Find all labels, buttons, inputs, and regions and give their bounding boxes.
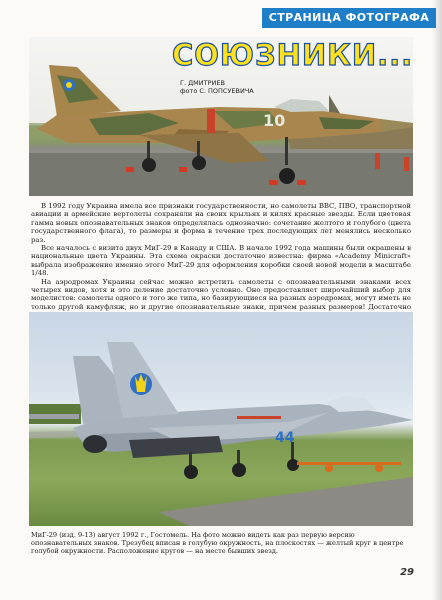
photographer-credit: фото С. ПОПСУЕВИЧА [180,87,254,95]
article-byline [180,79,254,95]
body-paragraph-3: На аэродромах Украины сейчас можно встретить самолеты с опознавательными знаками всех четырех видов, хотя и это деление достаточно условно. Оно предоставляет широчайший выбор для моделистов: самолеты одного и того же типа, но базирующиеся на разных аэродромах, могут иметь не только другой камуфляж, но и другие опознавательные знаки, причем разных размеров! Достаточно [31,277,411,311]
body-paragraph-2: Все началось с визита двух МиГ-29 в Канаду и США. В начале 1992 года машины были окрашены в национальные цвета Украины. Эта схема окраски достаточно известна: фирма «Academy Minicraft» выбрала изображение именно этого МиГ-29 для оформления коробки своей новой модели в масштабе 1/48. [31,244,411,278]
article-title: СОЮЗНИКИ... [172,38,414,72]
bottom-photo [29,312,413,526]
page-edge-shadow [432,0,442,600]
section-header: СТРАНИЦА ФОТОГРАФА [262,8,436,28]
article-body [31,202,411,320]
bottom-tail-number: 44 [275,430,295,446]
page-number: 29 [400,567,414,578]
mig29-photo-art [29,312,413,526]
body-paragraph-1: В 1992 году Украина имела все признаки государственности, но самолеты ВВС, ПВО, транспортной авиации и армейские вертолеты сохраняли на своих крыльях и килях красные звезды. Если цветовая гамма новых опознавательных знаков определялась однозначно: сочетание желтого и голубого (цвета государственного флага), то размеры и форма в течение трех последующих лет менялись несколько раз. [31,202,411,244]
photo-caption: МиГ-29 (изд. 9-13) август 1992 г., Гостомель. На фото можно видеть как раз первую версию опознавательных знаков. Трезубец вписан в голубую окружность, на плоскостях — желтый круг в центре голубой окружности. Расположение кругов — на месте бывших звезд. [31,531,404,556]
author-name: Г. ДМИТРИЕВ [180,79,225,87]
top-tail-number: 10 [263,111,286,130]
